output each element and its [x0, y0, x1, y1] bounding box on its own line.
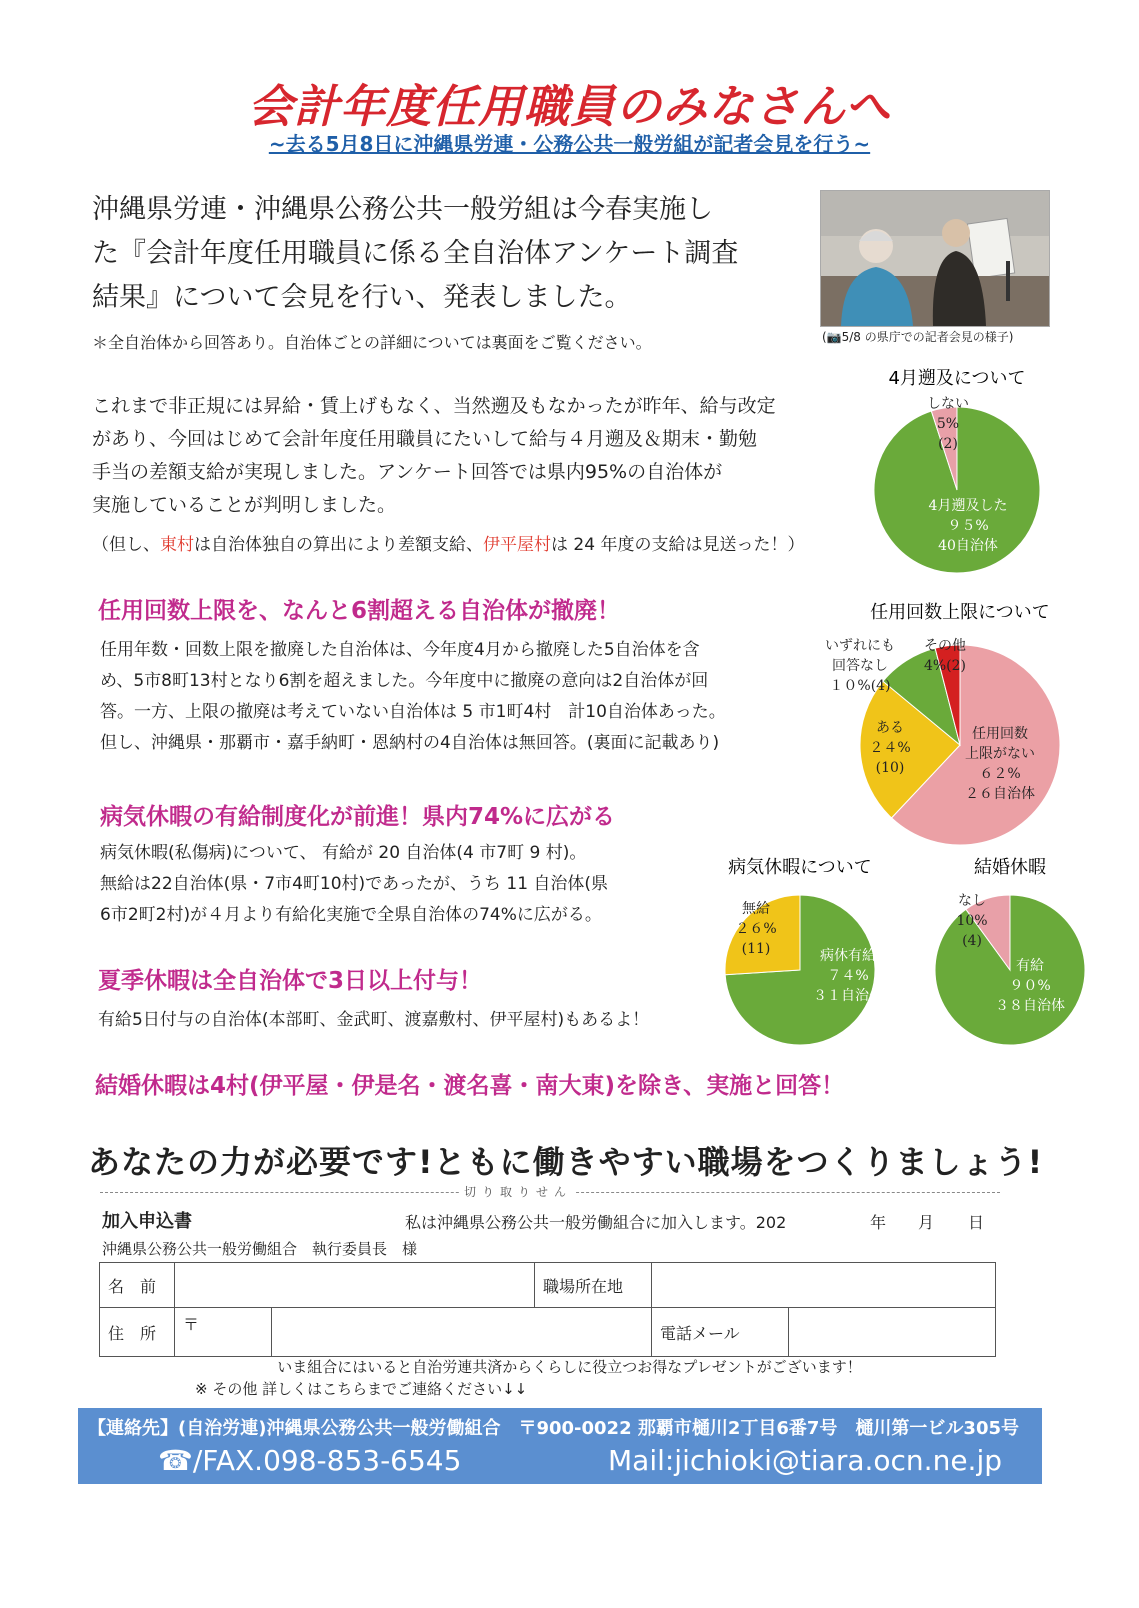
- contact-bar: [78, 1408, 1042, 1484]
- sick-line: 病気休暇(私傷病)について、 有給が 20 自治体(4 市7町 9 村)。: [100, 843, 587, 863]
- pay-note: [92, 530, 804, 555]
- name-label: 名 前: [100, 1263, 175, 1308]
- pay-note-village: 伊平屋村: [483, 535, 551, 555]
- press-conference-photo: [820, 190, 1050, 327]
- pie-chart: [725, 857, 883, 1045]
- pay-line: 手当の差額支給が実現しました。アンケート回答では県内95%の自治体が: [92, 461, 723, 483]
- intro-line: 結果』について会見を行い、発表しました。: [92, 282, 632, 313]
- slice-label: ２６%: [735, 921, 777, 937]
- slice-label: (11): [741, 941, 771, 957]
- slice-label: 4%(2): [923, 658, 967, 674]
- form-note: ※ その他 詳しくはこちらまでご連絡ください↓↓: [195, 1380, 528, 1398]
- pay-line: 実施していることが判明しました。: [92, 494, 397, 516]
- slice-label: ３１自治体: [813, 988, 883, 1004]
- marriage-heading: 結婚休暇は4村(伊平屋・伊是名・渡名喜・南大東)を除き、実施と回答！: [95, 1073, 845, 1099]
- limit-line: 任用年数・回数上限を撤廃した自治体は、今年度4月から撤廃した5自治体を含: [100, 640, 700, 660]
- slice-label: 病休有給: [820, 948, 876, 964]
- postal-mark: 〒: [183, 1315, 200, 1334]
- limit-heading: 任用回数上限を、なんと6割超える自治体が撤廃！: [98, 598, 621, 624]
- postal-code-field[interactable]: [175, 1308, 272, 1357]
- form-day-label: 日: [968, 1213, 985, 1232]
- slice-label: 有給: [1016, 958, 1044, 974]
- name-field[interactable]: [175, 1263, 535, 1308]
- phone-label: 電話メール: [652, 1308, 789, 1357]
- phone-field[interactable]: [789, 1308, 996, 1357]
- slice-label: ６２%: [979, 766, 1021, 782]
- slice-label: なし: [958, 893, 986, 909]
- intro-line: た『会計年度任用職員に係る全自治体アンケート調査: [92, 238, 739, 269]
- slice-label: 上限がない: [965, 746, 1035, 762]
- slice-label: その他: [924, 638, 966, 654]
- slice-label: (2): [938, 436, 958, 452]
- form-declaration: 私は沖縄県公務公共一般労働組合に加入します。202: [405, 1213, 787, 1232]
- chart-title: 任用回数上限について: [870, 602, 1050, 623]
- intro-line: 沖縄県労連・沖縄県公務公共一般労組は今春実施し: [92, 194, 713, 225]
- slice-label: １０%(4): [829, 678, 891, 694]
- contact-address: 【連絡先】(自治労連)沖縄県公務公共一般労働組合 〒900-0022 那覇市樋川2丁目6番7号 樋川第一ビル305号: [88, 1418, 1020, 1439]
- pay-note-part: （但し、: [92, 535, 160, 555]
- pay-line: があり、今回はじめて会計年度任用職員にたいして給与４月遡及＆期末・勤勉: [92, 428, 758, 450]
- sick-section-text: [100, 838, 740, 931]
- slice-label: 40自治体: [938, 538, 998, 554]
- application-form-table: [99, 1262, 996, 1357]
- slice-label: (10): [875, 760, 905, 776]
- limit-line: め、5市8町13村となり6割を超えました。今年度中に撤廃の意向は2自治体が回: [100, 671, 709, 691]
- slice-label: ９５%: [947, 518, 989, 534]
- form-month-label: 月: [918, 1213, 935, 1232]
- pay-note-part: は自治体独自の算出により差額支給、: [194, 535, 483, 555]
- slice-label: ある: [876, 720, 904, 736]
- summer-heading: 夏季休暇は全自治体で3日以上付与！: [98, 968, 483, 994]
- charts-area: [700, 360, 1120, 1080]
- pay-line: これまで非正規には昇給・賃上げもなく、当然遡及もなかったが昨年、給与改定: [92, 395, 776, 417]
- summer-line: 有給5日付与の自治体(本部町、金武町、渡嘉敷村、伊平屋村)もあるよ！: [98, 1010, 650, 1030]
- sick-line: 6市2町2村)が４月より有給化実施で全県自治体の74%に広がる。: [100, 905, 602, 925]
- slice-label: 10%: [956, 913, 988, 929]
- slogan: あなたの力が必要です!ともに働きやすい職場をつくりましょう!: [88, 1143, 1044, 1181]
- cut-label: 切り取りせん: [460, 1183, 576, 1200]
- slice-label: ９０%: [1009, 978, 1051, 994]
- slice-label: (4): [962, 933, 982, 949]
- slice-label: ２４%: [869, 740, 911, 756]
- form-title: 加入申込書: [102, 1211, 192, 1232]
- address-label: 住 所: [100, 1308, 175, 1357]
- page-subtitle: ~去る5月8日に沖縄県労連・公務公共一般労組が記者会見を行う~: [268, 132, 871, 156]
- workplace-label: 職場所在地: [535, 1263, 652, 1308]
- slice-label: いずれにも: [825, 638, 895, 654]
- contact-phone[interactable]: ☎/FAX.098-853-6545: [158, 1444, 462, 1477]
- pie-chart: [935, 857, 1085, 1045]
- slice-label: 回答なし: [832, 658, 888, 674]
- limit-line: 答。一方、上限の撤廃は考えていない自治体は 5 市1町4村 計10自治体あった。: [100, 702, 726, 722]
- chart-title: 病気休暇について: [728, 857, 872, 878]
- pay-note-part: は 24 年度の支給は見送った！）: [551, 535, 805, 555]
- slice-label: 5%: [936, 416, 960, 432]
- pay-note-village: 東村: [160, 535, 194, 555]
- slice-label: 任用回数: [972, 726, 1028, 742]
- limit-line: 但し、沖縄県・那覇市・嘉手納町・恩納村の4自治体は無回答。(裏面に記載あり): [100, 733, 720, 753]
- pie-chart: [825, 602, 1060, 845]
- slice-label: しない: [927, 396, 969, 412]
- address-field[interactable]: [272, 1308, 652, 1357]
- intro-text: [92, 188, 812, 320]
- chart-title: 4月遡及について: [888, 368, 1026, 389]
- slice-label: ３８自治体: [995, 998, 1065, 1014]
- form-addressee: 沖縄県公務公共一般労働組合 執行委員長 様: [102, 1240, 418, 1258]
- limit-section-text: [100, 635, 800, 759]
- sick-line: 無給は22自治体(県・7市4町10村)であったが、うち 11 自治体(県: [100, 874, 609, 894]
- slice-label: 無給: [742, 901, 770, 917]
- chart-title: 結婚休暇: [974, 857, 1046, 878]
- contact-email[interactable]: Mail:jichioki@tiara.ocn.ne.jp: [608, 1444, 1002, 1477]
- page-title: 会計年度任用職員のみなさんへ: [247, 80, 892, 133]
- workplace-field[interactable]: [652, 1263, 996, 1308]
- form-note: いま組合にはいると自治労連共済からくらしに役立つお得なプレゼントがございます！: [277, 1358, 862, 1376]
- intro-note: ＊全自治体から回答あり。自治体ごとの詳細については裏面をご覧ください。: [92, 333, 652, 352]
- photo-caption: (📷5/8 の県庁での記者会見の様子): [822, 330, 1014, 344]
- sick-heading: 病気休暇の有給制度化が前進！県内74%に広がる: [100, 804, 616, 830]
- form-year-label: 年: [870, 1213, 887, 1232]
- slice-label: 4月遡及した: [928, 498, 1008, 514]
- pie-chart: [874, 368, 1040, 573]
- slice-label: ７４%: [827, 968, 869, 984]
- slice-label: ２６自治体: [965, 786, 1035, 802]
